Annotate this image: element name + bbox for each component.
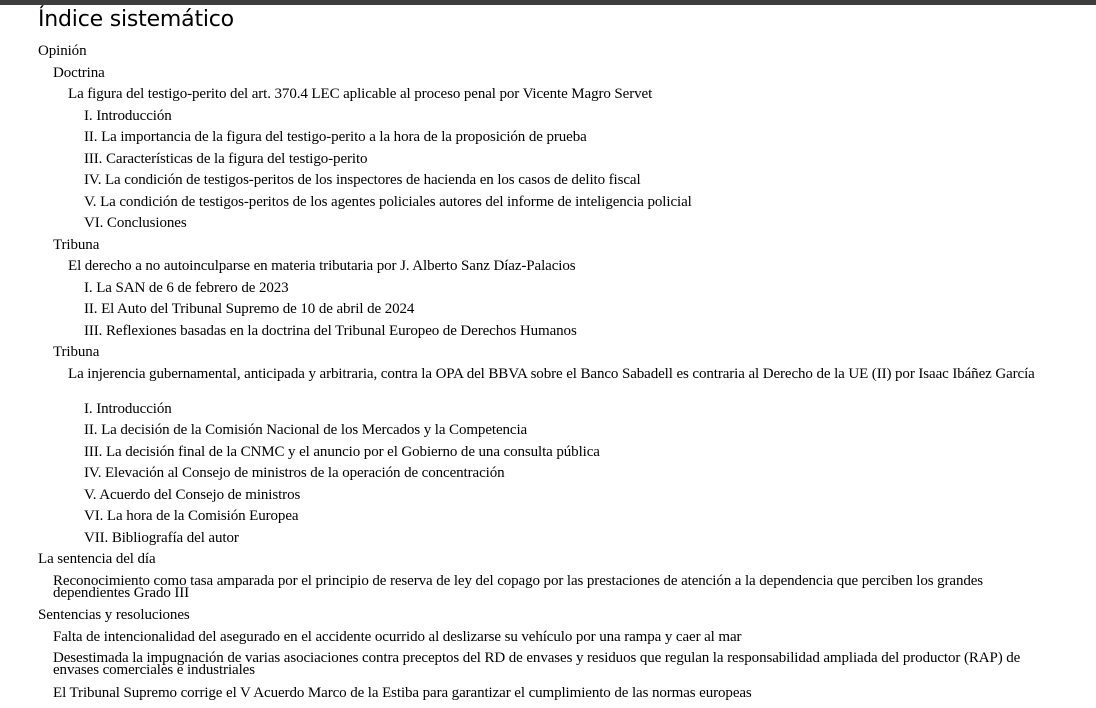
toc-subsection-link[interactable]: II. La importancia de la figura del testigo-perito a la hora de la proposición de prueba xyxy=(84,129,587,145)
toc-subsection-link[interactable]: I. Introducción xyxy=(84,108,172,124)
toc-subsection-link[interactable]: III. La decisión final de la CNMC y el anuncio por el Gobierno de una consulta pública xyxy=(84,444,600,460)
toc-article-link[interactable]: El Tribunal Supremo corrige el V Acuerdo Marco de la Estiba para garantizar el cumplimiento de las normas europeas xyxy=(53,685,752,701)
toc-subsection-link[interactable]: V. La condición de testigos-peritos de los agentes policiales autores del informe de inteligencia policial xyxy=(84,194,692,210)
toc-section-sentencias-y-resoluciones[interactable]: Sentencias y resoluciones xyxy=(38,607,190,623)
toc-section-opinion[interactable]: Opinión xyxy=(38,43,87,59)
toc-subsection-link[interactable]: IV. La condición de testigos-peritos de los inspectores de hacienda en los casos de delito fiscal xyxy=(84,172,641,188)
top-bar xyxy=(0,0,1096,5)
toc-section-sentencia-del-dia[interactable]: La sentencia del día xyxy=(38,551,156,567)
toc-subsection-link[interactable]: V. Acuerdo del Consejo de ministros xyxy=(84,487,301,503)
toc-subsection-link[interactable]: I. La SAN de 6 de febrero de 2023 xyxy=(84,280,289,296)
toc-subsection-link[interactable]: III. Reflexiones basadas en la doctrina del Tribunal Europeo de Derechos Humanos xyxy=(84,323,577,339)
page-title: Índice sistemático xyxy=(38,7,234,32)
toc-article-link[interactable]: La injerencia gubernamental, anticipada y arbitraria, contra la OPA del BBVA sobre el Banco Sabadell es contraria al Derecho de la UE (II) por Isaac Ibáñez García xyxy=(68,366,1035,382)
toc-article-link[interactable]: Reconocimiento como tasa amparada por el principio de reserva de ley del copago por las prestaciones de atención a la dependencia que perciben los grandes dependientes Grado III xyxy=(53,573,984,601)
toc-subsection-link[interactable]: II. El Auto del Tribunal Supremo de 10 de abril de 2024 xyxy=(84,301,415,317)
toc-article-link[interactable]: El derecho a no autoinculparse en materia tributaria por J. Alberto Sanz Díaz-Palacios xyxy=(68,258,576,274)
toc-category-tribuna[interactable]: Tribuna xyxy=(53,237,100,253)
toc-article-link[interactable]: Falta de intencionalidad del asegurado en el accidente ocurrido al deslizarse su vehículo por una rampa y caer al mar xyxy=(53,629,742,645)
toc-subsection-link[interactable]: I. Introducción xyxy=(84,401,172,417)
toc-subsection-link[interactable]: VI. La hora de la Comisión Europea xyxy=(84,508,299,524)
toc-subsection-link[interactable]: VII. Bibliografía del autor xyxy=(84,530,239,546)
toc-subsection-link[interactable]: III. Características de la figura del testigo-perito xyxy=(84,151,368,167)
toc-category-tribuna[interactable]: Tribuna xyxy=(53,344,100,360)
toc-article-link[interactable]: La figura del testigo-perito del art. 370.4 LEC aplicable al proceso penal por Vicente Magro Servet xyxy=(68,86,653,102)
toc-category-doctrina[interactable]: Doctrina xyxy=(53,65,105,81)
toc-subsection-link[interactable]: IV. Elevación al Consejo de ministros de la operación de concentración xyxy=(84,465,505,481)
toc-subsection-link[interactable]: VI. Conclusiones xyxy=(84,215,187,231)
toc-subsection-link[interactable]: II. La decisión de la Comisión Nacional de los Mercados y la Competencia xyxy=(84,422,528,438)
toc-article-link[interactable]: Desestimada la impugnación de varias asociaciones contra preceptos del RD de envases y residuos que regulan la responsabilidad ampliada del productor (RAP) de envases comerciales e industriales xyxy=(53,650,1021,678)
